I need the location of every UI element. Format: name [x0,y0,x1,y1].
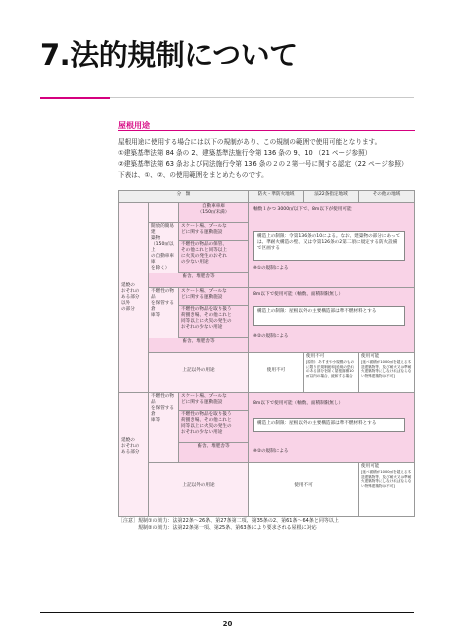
header-law22-zone: 法22条指定地域 [304,191,359,203]
usable-label-lower: 使用可能 [361,464,380,469]
intro-paragraph: 屋根用途に使用する場合には以下の規制があり、この規制の範囲で使用可能となります。 [118,138,382,146]
upper-group-label: 延焼の おそれの ある部分 以外 の部分 [119,203,149,393]
conditional-label: 使用不可 [306,354,325,359]
rule-2-paragraph: ②建築基準法第 63 条および同法施行令第 136 条の２の２第一号に関する認定（22 ページ参照） [118,160,408,168]
text-3000: 軸数１かつ 3000㎡以下で、8m以下が使用可能 [253,207,352,212]
sports-label: スケート場、プールな どに関する運動施設 [179,223,249,241]
other-use-label-2: 上記以外の用途 [149,463,249,516]
lower-group-label: 延焼の おそれの ある部分 [119,393,149,516]
livestock-label-1: 畜舎、堆肥舎等 [149,273,249,288]
cell-conditional [304,353,359,393]
handling-label-lower: 不燃性の物品を取り扱う 荷捌き場、その他これと 同等以上に火災の発生の おそれの少ない用途 [179,411,249,443]
conditional-note: [原則：あすまや小規模のものに限り法規制緩和]延焼の恐れのある部分を除く屋根面積10㎡以内の場合、緩和する場合 [306,360,355,378]
ref-rule-2-lower: ※②の規制による [253,449,289,454]
cell-not-usable: 使用不可 [249,353,304,393]
ref-rule-2: ※②の規制による [253,334,289,339]
ref-rule-1: ※①の規制による [253,266,289,271]
nonflammable-label: 不燃性の物品の保管、 その他これと同等以上 に火災の発生のおそれ の少ない用途 [179,241,249,273]
livestock-label-3: 畜舎、堆肥舎等 [179,443,249,463]
page-number: 20 [222,620,233,628]
other-use-label-1: 上記以外の用途 [149,353,249,393]
usable-label: 使用可能 [361,354,380,359]
handling-label: 不燃性の物品を取り扱う 荷捌き場、その他これと 同等以上に火災の発生の おそれの少ない用途 [179,306,249,338]
regulation-table [118,190,415,517]
storage-label: 不燃性の物品 を保管する倉 庫等 [149,288,179,353]
header-fire-zone: 防火・準防火地域 [249,191,304,203]
page-title: 7.法的規制について [40,38,298,72]
section-heading: 屋根用途 [118,121,150,130]
cell-usable-lower [359,463,414,516]
sports-label-2: スケート場、プールな どに関する運動施設 [179,288,249,306]
footer-divider [40,612,414,613]
footnote-line-2: 規制②の効力：法第22条第一項、第25条、第63条により要求される屋根に対応 [138,525,317,531]
usable-note-lower: [延べ面積が1000㎡を超える木造建築物等、及び耐火又は準耐火建築物等にしなければならない特殊建築物は不可] [361,470,412,488]
title-accent-bar [40,97,110,99]
livestock-label-2: 畜舎、堆肥舎等 [149,338,249,353]
sports-label-3: スケート場、プールな どに関する運動施設 [179,393,249,411]
footnote [118,518,339,532]
cell-not-usable-lower: 使用不可 [249,463,359,516]
table-intro-paragraph: 下表は、①、②、の使用範囲をまとめたものです。 [118,171,268,179]
open-storage-label: 開放的簡易建 築物 （150㎡以上 の自動車車庫 を除く） [149,223,179,288]
structure-limit-box-1: 構造上の制限：令第136条の10による。なお、建築物の部分にあっては、準耐火構造の壁、又は令第126条の2第二項に規定する防火設備で区画する [253,231,405,261]
text-8m: 8m以下で使用可能（軸数、面積制限無し） [253,292,344,297]
structure-limit-box-2: 構造上の制限：屋根以外の主要構造部は準不燃材料とする [253,306,405,326]
structure-limit-box-3: 構造上の制限：屋根以外の主要構造部は準不燃材料とする [253,418,405,432]
storage-label-lower: 不燃性の物品 を保管する倉 庫等 [149,393,179,463]
header-other-zone: その他の地域 [359,191,414,203]
footnote-line-1: ［注意］規制①の効力：法第22条～26条、第27条第二項、第35条の2、第61条～64条と同等以上 [118,518,339,524]
cell-usable [359,353,414,393]
text-8m-lower: 8m以下で使用可能（軸数、面積制限無し） [253,401,344,406]
spacer [149,203,179,223]
rule-1-paragraph: ①建築基準法第 84 条の 2、建築基準法施行令第 136 条の 9、10 （21 ページ参照） [118,149,372,157]
usable-note: [延べ面積が1000㎡を超える木造建築物等、及び耐火又は準耐火建築物等にしなければならない特殊建築物は不可] [361,360,412,378]
self-car-label: 自動車車庫 （150㎡未満） [179,203,249,223]
header-category: 分 類 [119,191,249,203]
section-divider [118,130,415,131]
